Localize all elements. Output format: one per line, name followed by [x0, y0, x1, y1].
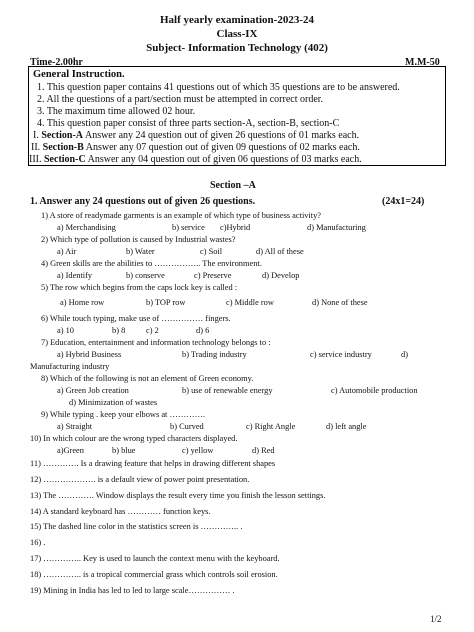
instruction-4	[37, 118, 339, 129]
section-a-rule-text: Answer any 24 question out of given 26 questions of 01 marks each.	[84, 130, 360, 141]
class-label: Class-IX	[216, 28, 258, 40]
question-15: 15) The dashed line color in the statistics screen is ………….. .	[30, 522, 243, 531]
q8-option-a: a) Green Job creation	[57, 386, 129, 395]
q9-option-a: a) Straight	[57, 422, 93, 431]
q8-option-d: d) Minimization of wastes	[69, 398, 158, 407]
instruction-1	[37, 82, 400, 93]
question-6: 6) While touch typing, make use of …………… fingers.	[41, 314, 231, 323]
instruction-3-text: The maximum time allowed 02 hour.	[46, 106, 196, 117]
q8-option-c: c) Automobile production	[331, 386, 418, 395]
instruction-1-num: 1.	[37, 82, 45, 93]
question-11: 11) …………. Is a drawing feature that helps in drawing different shapes	[30, 459, 276, 468]
subject-label: Subject- Information Technology (402)	[146, 42, 328, 54]
q5-option-a: a) Home row	[60, 298, 105, 307]
instruction-4-num: 4.	[37, 118, 45, 129]
q6-option-a: a) 10	[57, 326, 74, 335]
section-a-rule-name: Section-A	[41, 130, 84, 141]
q9-option-b: b) Curved	[170, 422, 204, 431]
q1-option-a: a) Merchandising	[57, 223, 116, 232]
q5-option-b: b) TOP row	[146, 298, 186, 307]
instruction-2-text: All the questions of a part/section must be attempted in correct order.	[46, 94, 324, 105]
general-instruction-title: General Instruction.	[33, 69, 125, 80]
section-a-instruction: 1. Answer any 24 questions out of given 26 questions.	[30, 196, 256, 207]
q7-option-c: c) service industry	[310, 350, 372, 359]
q2-option-b: b) Water	[126, 247, 155, 256]
q2-option-a: a) Air	[57, 247, 77, 256]
section-b-rule-num: II.	[31, 142, 41, 153]
q7-option-b: b) Trading industry	[182, 350, 247, 359]
question-7: 7) Education, entertainment and information technology belongs to :	[41, 338, 271, 347]
q5-option-d: d) None of these	[312, 298, 368, 307]
question-14: 14) A standard keyboard has ………… function keys.	[30, 507, 211, 516]
question-19: 19) Mining in India has led to led to large scale…………… .	[30, 586, 235, 595]
question-13: 13) The …………. Window displays the result every time you finish the lesson settings.	[30, 491, 326, 500]
instruction-3	[37, 106, 195, 117]
q5-option-c: c) Middle row	[226, 298, 274, 307]
q1-option-b: b) service	[172, 223, 205, 232]
q7-option-d-continued: Manufacturing industry	[30, 362, 110, 371]
exam-title: Half yearly examination-2023-24	[160, 14, 314, 26]
question-4: 4) Green skills are the abilities to …………….. The environment.	[41, 259, 262, 268]
instruction-2-num: 2.	[37, 94, 45, 105]
section-c-rule	[29, 154, 362, 165]
q1-option-d: d) Manufacturing	[307, 223, 366, 232]
q4-option-a: a) Identify	[57, 271, 93, 280]
section-a-marks: (24x1=24)	[382, 196, 425, 207]
q10-option-b: b) blue	[112, 446, 136, 455]
section-b-rule	[31, 142, 360, 153]
q8-option-b: b) use of renewable energy	[182, 386, 273, 395]
instruction-3-num: 3.	[37, 106, 45, 117]
question-5: 5) The row which begins from the caps lock key is called :	[41, 283, 238, 292]
q10-option-d: d) Red	[252, 446, 275, 455]
q2-option-c: c) Soil	[200, 247, 223, 256]
q7-option-a: a) Hybrid Business	[57, 350, 122, 359]
section-c-rule-text: Answer any 04 question out of given 06 questions of 03 marks each.	[87, 154, 362, 165]
section-c-rule-name: Section-C	[44, 154, 86, 165]
question-18: 18) ………….. is a tropical commercial grass which controls soil erosion.	[30, 570, 278, 579]
section-b-rule-text: Answer any 07 question out of given 09 questions of 02 marks each.	[85, 142, 360, 153]
q6-option-b: b) 8	[112, 326, 126, 335]
q2-option-d: d) All of these	[256, 247, 304, 256]
question-17: 17) ………….. Key is used to launch the context menu with the keyboard.	[30, 554, 280, 563]
question-2: 2) Which type of pollution is caused by Industrial wastes?	[41, 235, 236, 244]
section-a-title: Section –A	[210, 180, 256, 191]
question-1: 1) A store of readymade garments is an example of which type of business activity?	[41, 211, 322, 220]
general-instruction-box	[28, 66, 446, 166]
page-number: 1/2	[430, 614, 442, 624]
q6-option-c: c) 2	[146, 326, 159, 335]
instruction-1-text: This question paper contains 41 questions out of which 35 questions are to be answered.	[46, 82, 400, 93]
q6-option-d: d) 6	[196, 326, 210, 335]
question-10: 10) In which colour are the wrong typed characters displayed.	[30, 434, 238, 443]
section-a-rule	[33, 130, 359, 141]
q4-option-b: b) conserve	[126, 271, 165, 280]
instruction-2	[37, 94, 323, 105]
question-9: 9) While typing . keep your elbows at ………….	[41, 410, 206, 419]
instruction-4-text: This question paper consist of three parts section-A, section-B, section-C	[46, 118, 340, 129]
section-c-rule-num: III.	[29, 154, 42, 165]
question-8: 8) Which of the following is not an element of Green economy.	[41, 374, 254, 383]
q9-option-c: c) Right Angle	[246, 422, 296, 431]
max-marks-label: M.M-50	[405, 57, 440, 68]
question-12: 12) ………………. is a default view of power point presentation.	[30, 475, 250, 484]
q10-option-c: c) yellow	[182, 446, 214, 455]
q1-option-c: c)Hybrid	[220, 223, 251, 232]
section-a-rule-num: I.	[33, 130, 39, 141]
time-label: Time-2.00hr	[30, 57, 83, 68]
q7-option-d: d)	[401, 350, 408, 359]
question-16: 16) .	[30, 538, 46, 547]
q4-option-c: c) Preserve	[194, 271, 232, 280]
q9-option-d: d) left angle	[326, 422, 367, 431]
section-b-rule-name: Section-B	[42, 142, 84, 153]
q4-option-d: d) Develop	[262, 271, 300, 280]
q10-option-a: a)Green	[57, 446, 84, 455]
